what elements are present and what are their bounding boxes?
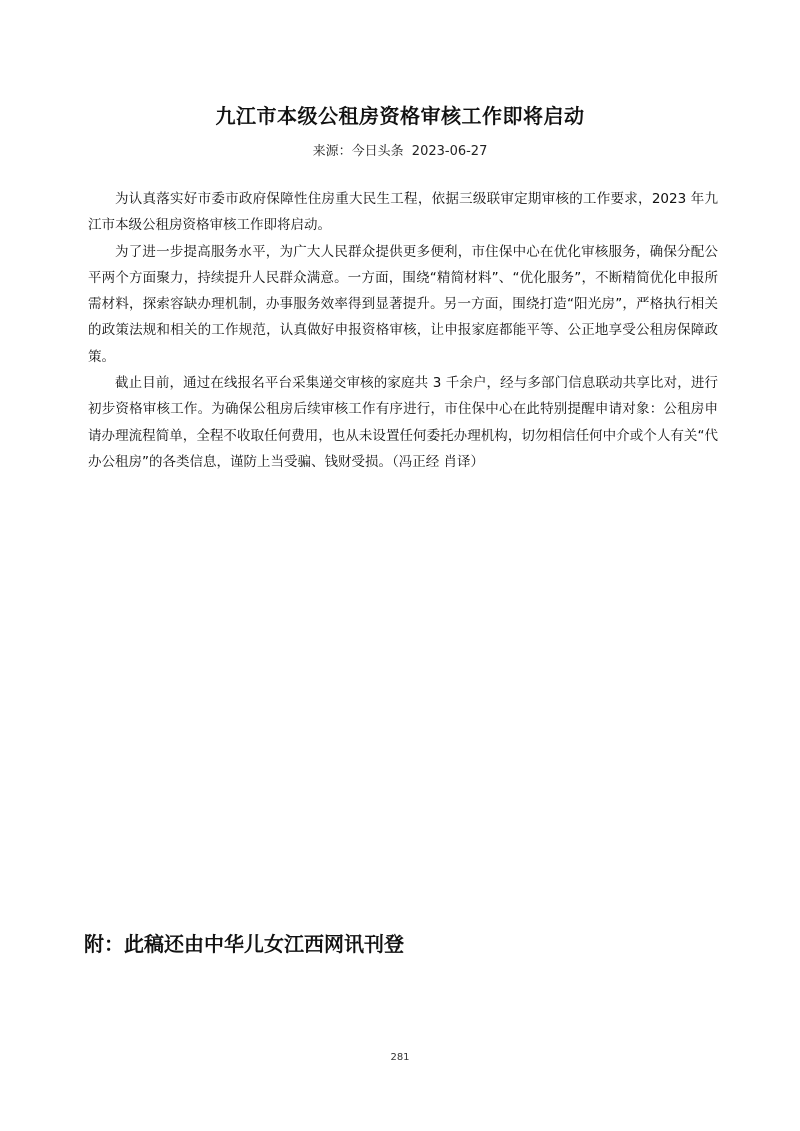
paragraph-1: 为认真落实好市委市政府保障性住房重大民生工程，依据三级联审定期审核的工作要求，2023 年九江市本级公租房资格审核工作即将启动。 [88,191,718,234]
article-body [88,186,718,475]
source-label: 来源：今日头条 [312,144,404,159]
paragraph-3: 截止目前，通过在线报名平台采集递交审核的家庭共 3 千余户，经与多部门信息联动共享比对，进行初步资格审核工作。为确保公租房后续审核工作有序进行，市住保中心在此特别提醒申请对象：公租房申请办理流程简单，全程不收取任何费用，也从未设置任何委托办理机构，切勿相信任何中介或个人有关“代办公租房”的各类信息，谨防上当受骗、钱财受损。（冯正经 肖译） [88,375,718,470]
article-source-line [0,140,800,159]
article-title: 九江市本级公租房资格审核工作即将启动 [215,104,585,128]
publish-date: 2023-06-27 [411,144,488,159]
paragraph-2: 为了进一步提高服务水平，为广大人民群众提供更多便利，市住保中心在优化审核服务，确保分配公平两个方面聚力，持续提升人民群众满意。一方面，围绕“精简材料”、“优化服务”，不断精简优化申报所需材料，探索容缺办理机制，办事服务效率得到显著提升。另一方面，围绕打造“阳光房”，严格执行相关的政策法规和相关的工作规范，认真做好申报资格审核，让申报家庭都能平等、公正地享受公租房保障政策。 [88,243,718,365]
appendix-note: 附：此稿还由中华儿女江西网讯刊登 [84,932,404,956]
page-number: 281 [390,1052,410,1063]
